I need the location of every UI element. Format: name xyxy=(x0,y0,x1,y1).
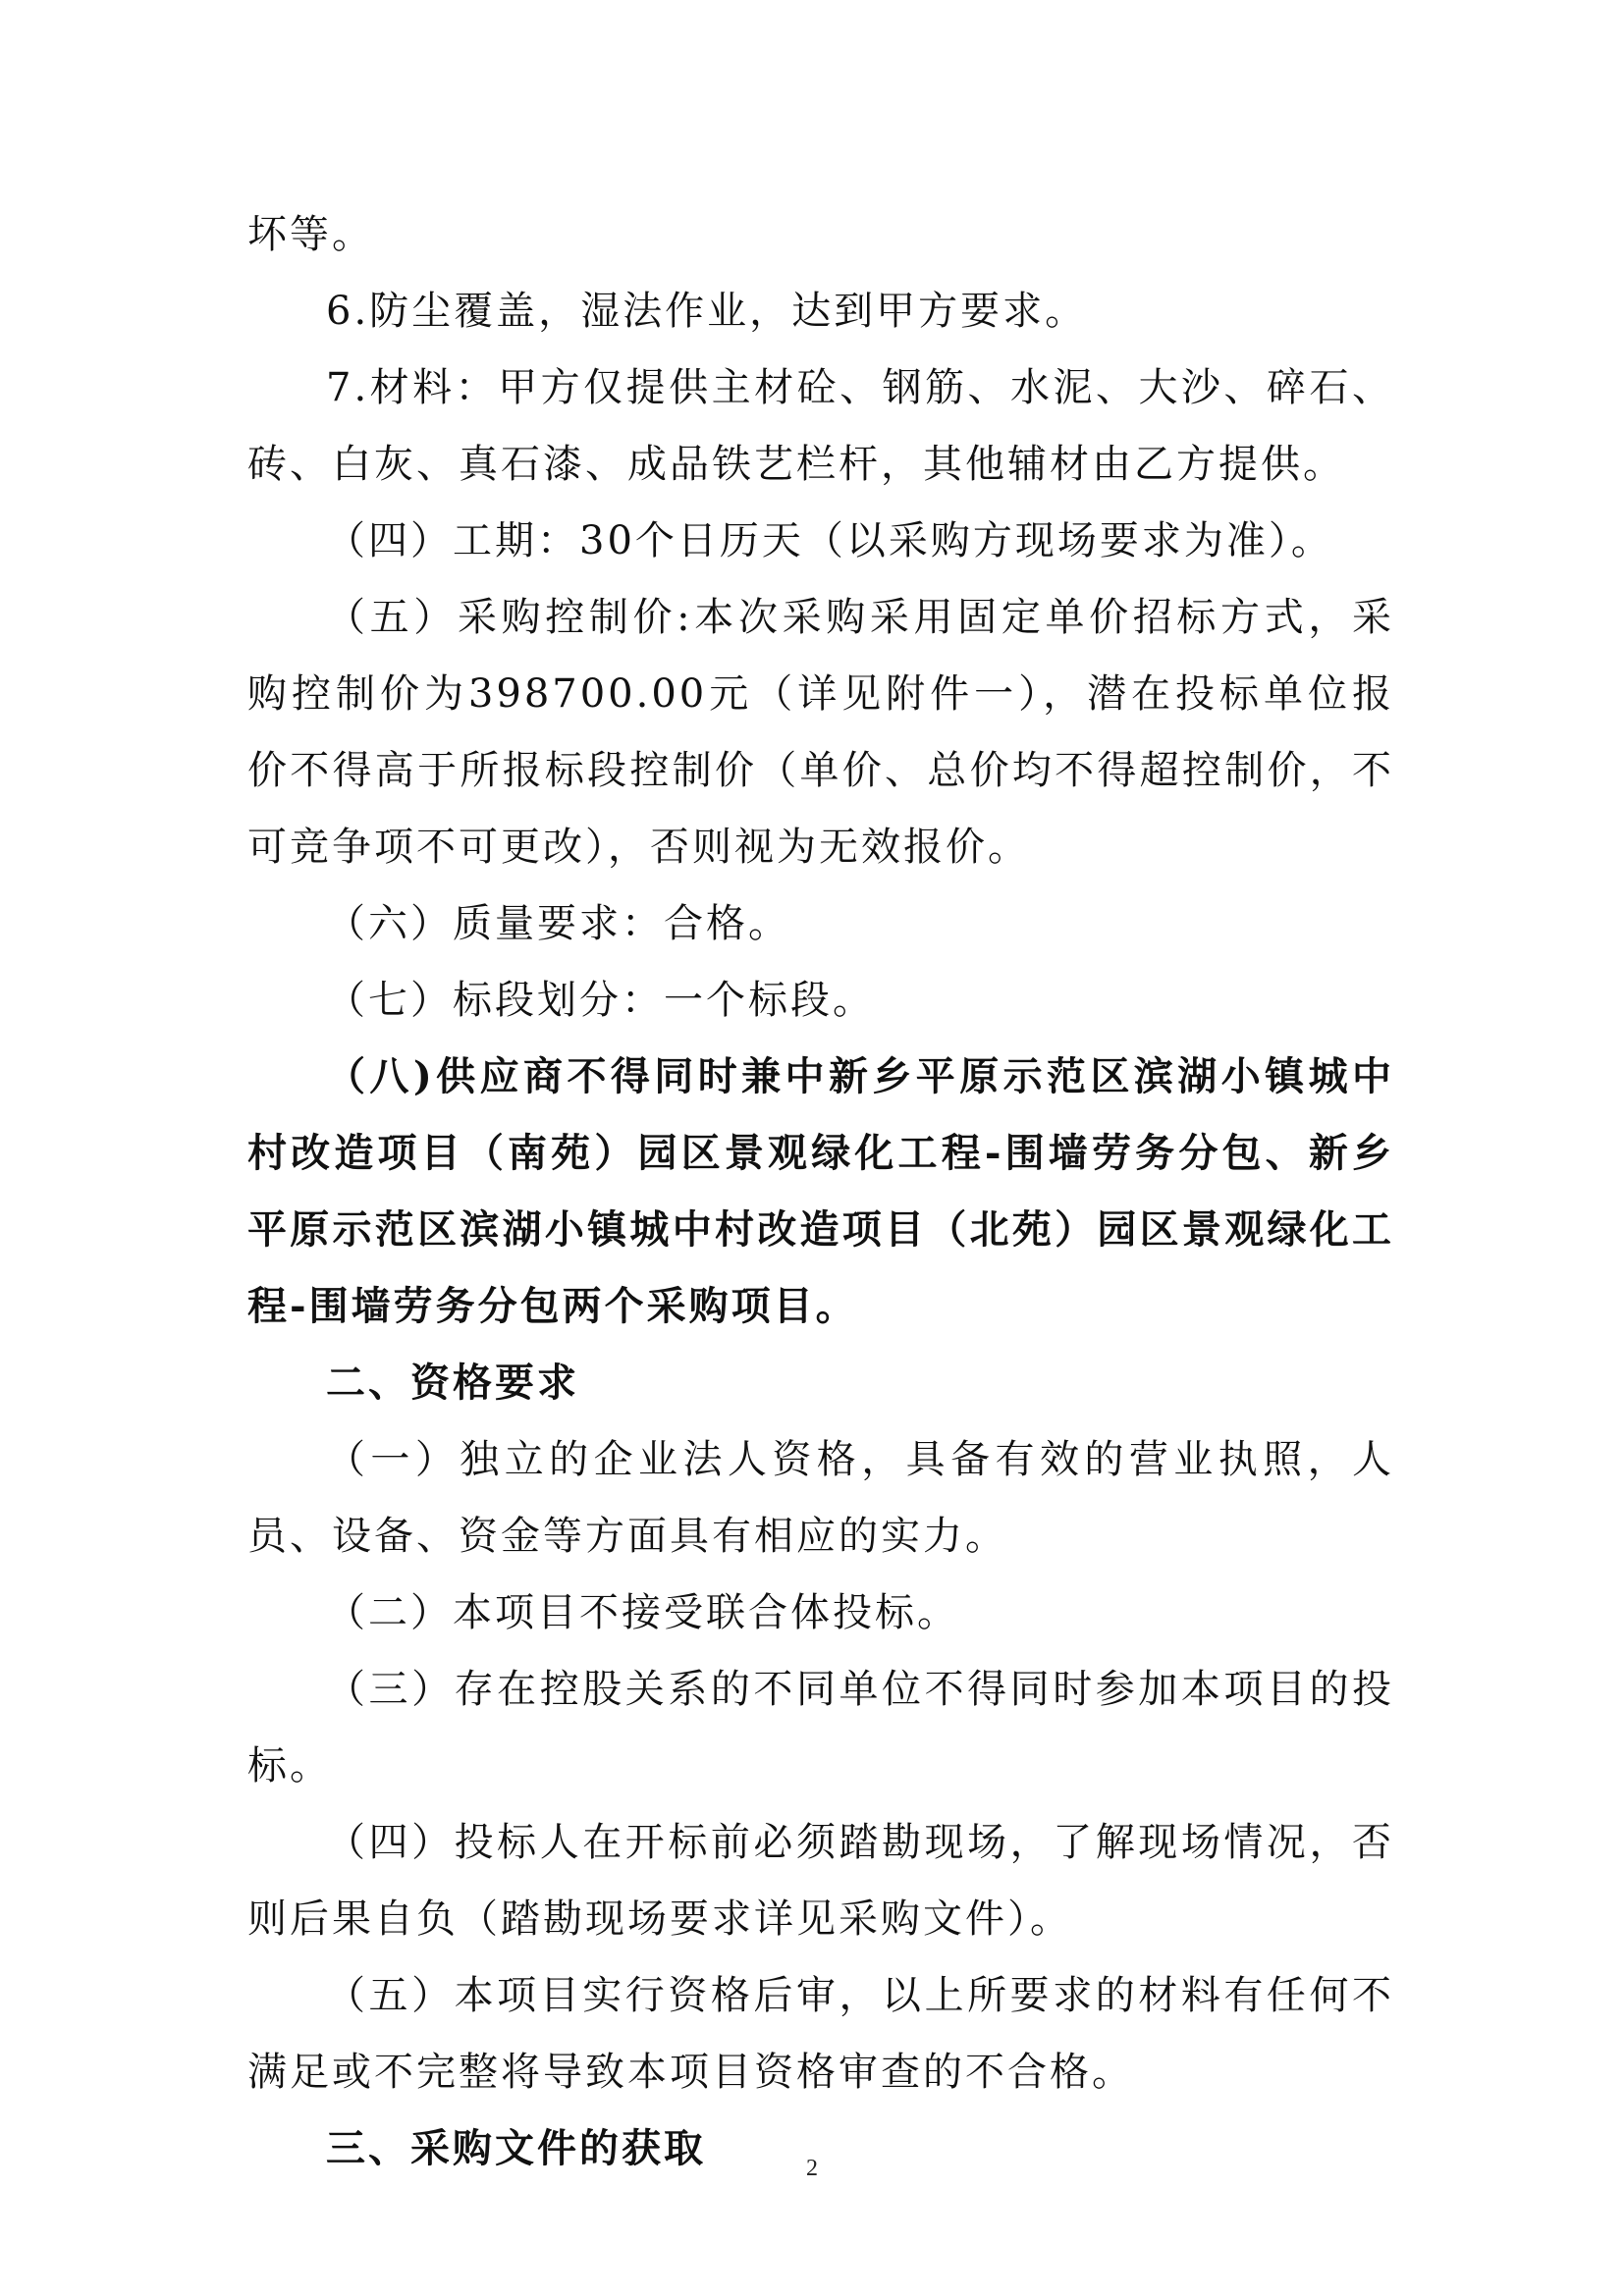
paragraph-item-7: 7.材料：甲方仅提供主材砼、钢筋、水泥、大沙、碎石、砖、白灰、真石漆、成品铁艺栏杆，其他辅材由乙方提供。 xyxy=(247,365,1394,487)
page-number: 2 xyxy=(806,2156,818,2181)
paragraph-lots: （七）标段划分：一个标段。 xyxy=(326,978,875,1023)
paragraph-duration: （四）工期：30个日历天（以采购方现场要求为准）。 xyxy=(326,518,1333,563)
paragraph-qual-5: （五）本项目实行资格后审，以上所要求的材料有任何不满足或不完整将导致本项目资格审查的不合格。 xyxy=(247,1973,1394,2095)
paragraph-control-price: （五）采购控制价:本次采购采用固定单价招标方式，采购控制价为398700.00元（详见附件一），潜在投标单位报价不得高于所报标段控制价（单价、总价均不得超控制价，不可竞争项不可更改），否则视为无效报价。 xyxy=(247,595,1394,870)
paragraph-item-6: 6.防尘覆盖，湿法作业，达到甲方要求。 xyxy=(326,289,1088,334)
section-heading-documents: 三、采购文件的获取 xyxy=(326,2125,706,2171)
section-heading-qualifications: 二、资格要求 xyxy=(326,1360,579,1406)
paragraph-restriction: （八)供应商不得同时兼中新乡平原示范区滨湖小镇城中村改造项目（南苑）园区景观绿化工程-围墙劳务分包、新乡平原示范区滨湖小镇城中村改造项目（北苑）园区景观绿化工程-围墙劳务分包两个采购项目。 xyxy=(247,1053,1394,1329)
paragraph-qual-4: （四）投标人在开标前必须踏勘现场，了解现场情况，否则后果自负（踏勘现场要求详见采购文件）。 xyxy=(247,1820,1394,1942)
paragraph-qual-1: （一）独立的企业法人资格，具备有效的营业执照，人员、设备、资金等方面具有相应的实力。 xyxy=(247,1437,1394,1559)
paragraph-qual-2: （二）本项目不接受联合体投标。 xyxy=(326,1590,959,1635)
document-body xyxy=(247,196,1394,2187)
paragraph-quality: （六）质量要求：合格。 xyxy=(326,901,790,946)
paragraph-continuation: 坏等。 xyxy=(247,212,374,257)
paragraph-qual-3: （三）存在控股关系的不同单位不得同时参加本项目的投标。 xyxy=(247,1667,1394,1789)
